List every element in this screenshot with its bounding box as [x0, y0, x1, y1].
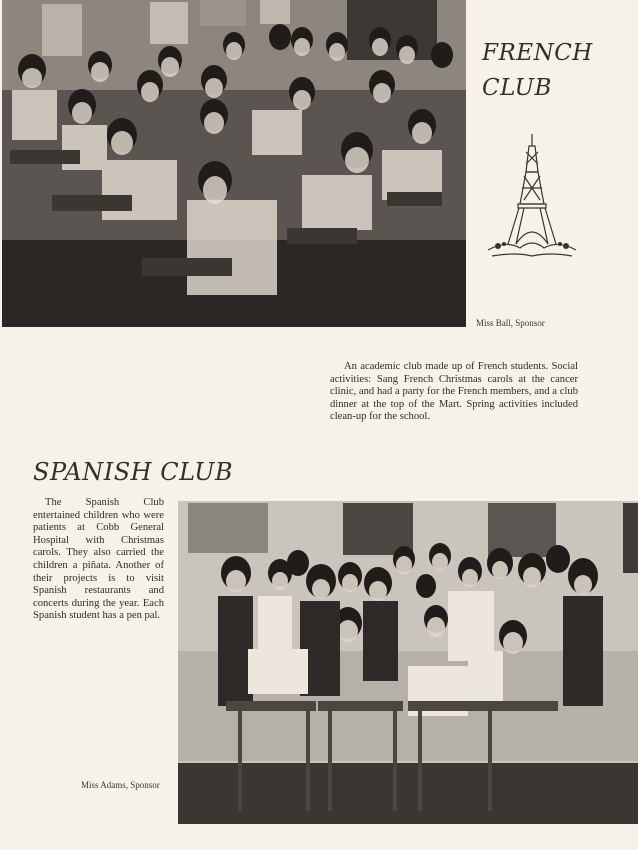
- french-club-title: [482, 36, 632, 106]
- spanish-club-photo: [178, 501, 638, 824]
- spanish-club-description: The Spanish Club entertained children who were patients at Cobb General Hospital with Christmas carols. They also carried the children a piñata. Another of their projects is to visit Spanish restaurants and concerts during the year. Each Spanish student has a pen pal.: [33, 497, 164, 622]
- spanish-sponsor-caption: Miss Adams, Sponsor: [81, 780, 160, 790]
- french-club-title-line2: CLUB: [482, 75, 552, 101]
- spanish-club-title: SPANISH CLUB: [33, 458, 234, 486]
- eiffel-tower-icon: [486, 132, 578, 264]
- french-club-description: An academic club made up of French students. Social activities: Sang French Christmas carols at the cancer clinic, and had a party for the French members, and a club dinner at the top of the Mart. Spring activities included clean-up for the school.: [330, 361, 578, 423]
- french-club-photo: [2, 0, 466, 327]
- french-sponsor-caption: Miss Ball, Sponsor: [476, 318, 545, 328]
- french-club-title-line1: FRENCH: [482, 40, 593, 66]
